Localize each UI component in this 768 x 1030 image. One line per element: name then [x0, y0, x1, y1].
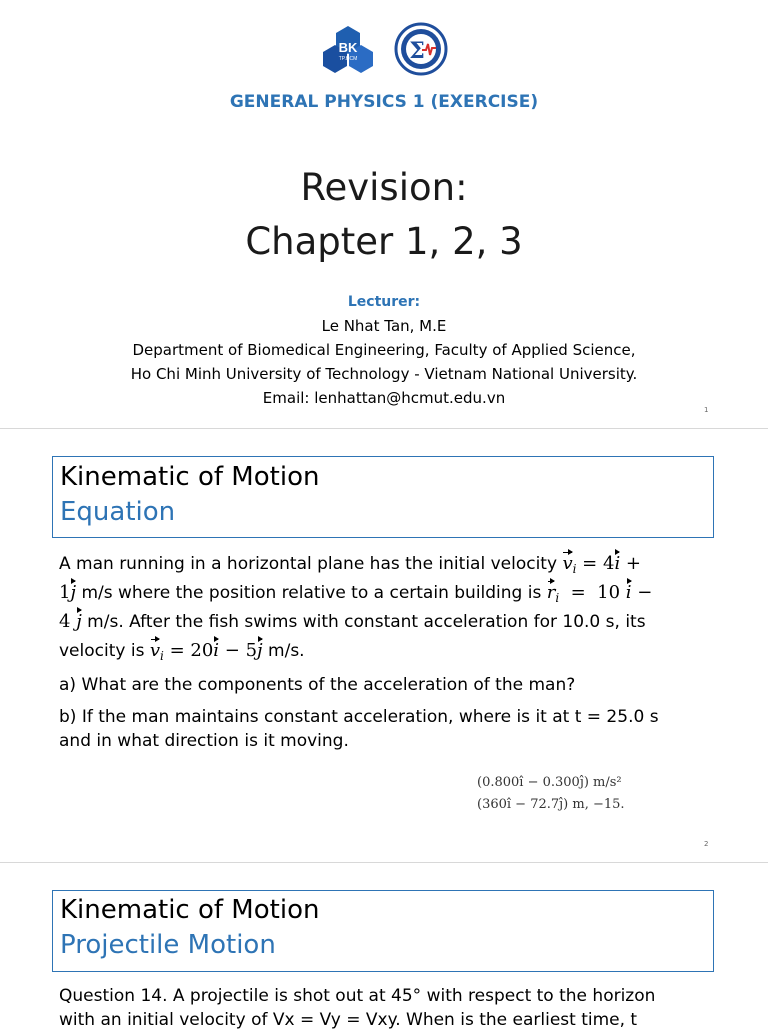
problem-text-b: m/s where the position relative to a certain building is [76, 583, 547, 603]
bk-university-logo [322, 24, 374, 74]
question-b-line-1: b) If the man maintains constant acceleration, where is it at t = 25.0 s [59, 707, 659, 727]
lecturer-label: Lecturer: [347, 294, 421, 310]
lecturer-department: Department of Biomedical Engineering, Faculty of Applied Science, [132, 341, 636, 359]
answer-snippet [477, 772, 637, 820]
slide-divider-2 [0, 862, 768, 863]
course-title: GENERAL PHYSICS 1 (EXERCISE) [229, 92, 539, 112]
page-number-1: 1 [704, 406, 709, 414]
chapters-title: Chapter 1, 2, 3 [245, 220, 523, 263]
slide-heading: Kinematic of Motion [60, 462, 320, 492]
question-b-line-2: and in what direction is it moving. [59, 731, 349, 751]
lecturer-name: Le Nhat Tan, M.E [321, 317, 447, 335]
slide-divider [0, 428, 768, 429]
lecturer-email: Email: lenhattan@hcmut.edu.vn [262, 389, 506, 407]
problem-line-4: velocity is $v_i = 20i - 5j$ m/s. [59, 640, 305, 663]
page-number-2: 2 [704, 840, 709, 848]
problem-text-d: velocity is [59, 641, 150, 661]
slide-subheading: Equation [60, 497, 176, 527]
logo-bk-text: BK [338, 40, 358, 55]
problem-text-c: m/s. After the fish swims with constant acceleration for 10.0 s, its [81, 612, 646, 632]
answer-2: (360î − 72.7ĵ) m, −15. [477, 797, 625, 812]
problem-line-2: 1j m/s where the position relative to a certain building is $r_i = 10$ i − [59, 582, 653, 605]
slide3-line-1: Question 14. A projectile is shot out at 45° with respect to the horizon [59, 986, 656, 1006]
problem-text-e: m/s. [262, 641, 305, 661]
question-a: a) What are the components of the acceleration of the man? [59, 675, 576, 695]
faculty-sigma-logo [394, 22, 448, 76]
answer-1: (0.800î − 0.300ĵ) m/s² [477, 775, 622, 790]
problem-text-a: A man running in a horizontal plane has the initial velocity [59, 554, 563, 574]
slide3-subheading: Projectile Motion [60, 930, 276, 960]
lecturer-university: Ho Chi Minh University of Technology - Vietnam National University. [130, 365, 638, 383]
problem-line-3: 4 j m/s. After the fish swims with constant acceleration for 10.0 s, its [59, 611, 646, 632]
revision-title: Revision: [300, 166, 468, 209]
problem-line-1: A man running in a horizontal plane has the initial velocity $v_i = 4i$ + [59, 553, 642, 576]
logo-bk-subtext: TP.HCM [338, 56, 358, 62]
logo-sigma-text: Σ [409, 38, 425, 64]
slide3-heading: Kinematic of Motion [60, 895, 320, 925]
slide3-line-2: with an initial velocity of Vx = Vy = Vxy. When is the earliest time, t [59, 1010, 638, 1030]
